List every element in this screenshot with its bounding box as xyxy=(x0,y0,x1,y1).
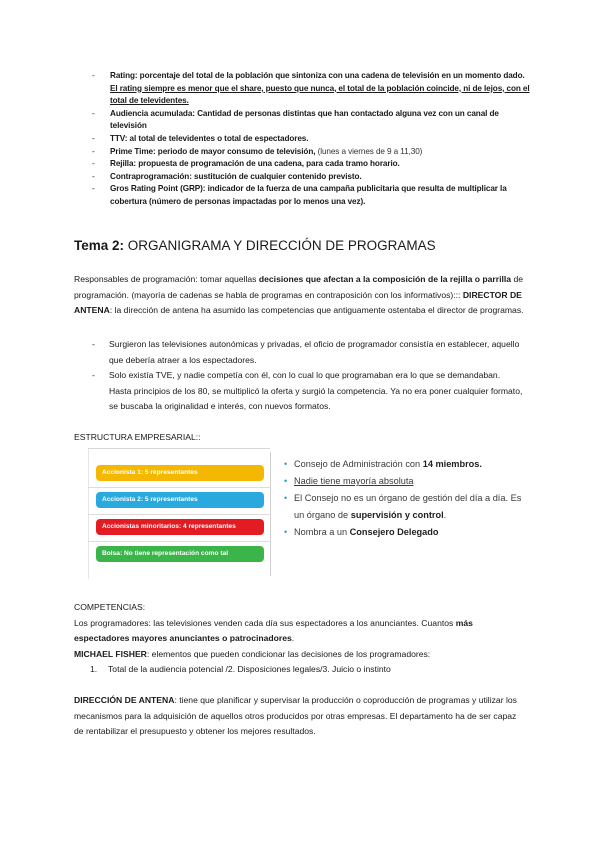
fisher-name: MICHAEL FISHER xyxy=(74,648,147,659)
fisher-line xyxy=(74,647,526,663)
row-divider xyxy=(88,514,270,515)
note-text: Nadie tiene mayoría absoluta xyxy=(294,476,414,486)
note-bold: 14 miembros. xyxy=(422,459,482,469)
intro-text: : la dirección de antena ha asumido las competencias que antiguamente ostentaba el director de programas. xyxy=(109,305,524,315)
definitions-list xyxy=(90,70,530,209)
intro-bold: decisiones que afectan a la composición de la rejilla o parrilla xyxy=(258,274,512,284)
diagram-separator xyxy=(270,452,271,576)
definition-contraprogramacion xyxy=(90,171,530,184)
term: Audiencia acumulada xyxy=(110,108,193,118)
row-divider xyxy=(88,487,270,488)
note-organo xyxy=(284,490,524,524)
ownership-diagram xyxy=(74,444,534,594)
intro-bold: DIRECTOR DE ANTENA xyxy=(74,289,522,315)
direccion-bold: DIRECCIÓN DE ANTENA xyxy=(74,695,175,705)
pill-accionista-2: Accionista 2: 5 representantes xyxy=(96,492,264,508)
direccion-text: : tiene que planificar y supervisar la producción o coproducción de programas y utilizar los mecanismos para la adquisición de aquellos otros producidos por otras empresas. El departamento ha de ser capaz de rentabilizar el presupuesto y obtener los mejores resultados. xyxy=(74,695,517,736)
item-number: 1. xyxy=(90,664,98,674)
history-list xyxy=(92,337,524,415)
section-heading xyxy=(74,238,436,253)
definition-rating xyxy=(90,70,530,108)
intro-text: Responsables de programación: tomar aquellas xyxy=(74,274,259,284)
diagram-notes xyxy=(284,456,524,541)
note-text: El Consejo no es un órgano de gestión del día a día. Es un órgano de xyxy=(294,493,522,520)
intro-paragraph xyxy=(74,272,526,319)
definition-text: : sustitución de cualquier contenido previsto. xyxy=(189,171,362,181)
heading-title: ORGANIGRAMA Y DIRECCIÓN DE PROGRAMAS xyxy=(124,238,436,253)
definition-text: : al total de televidentes o total de espectadores. xyxy=(124,133,309,143)
direccion-paragraph xyxy=(74,693,526,740)
term: Contraprogramación xyxy=(110,171,190,181)
note-consejero xyxy=(284,524,524,541)
competencias-text: Los programadores: las televisiones venden cada día sus espectadores a los anunciantes. Cuantos xyxy=(74,617,456,628)
term: Gros Rating Point (GRP) xyxy=(110,184,203,194)
definition-note: El rating siempre es menor que el share, puesto que nunca, el total de la población coincide, ni de lejos, con el total de televidentes. xyxy=(110,83,530,106)
definition-ttv xyxy=(90,133,530,146)
definition-text: : propuesta de programación de una cadena, para cada tramo horario. xyxy=(133,159,400,169)
note-text: . xyxy=(443,510,447,520)
history-item: - Surgieron las televisiones autonómicas y privadas, el oficio de programador consistía en establecer, aquello que debería atraer a los espectadores. xyxy=(92,337,524,368)
definition-rejilla xyxy=(90,158,530,171)
competencias-block xyxy=(74,600,526,662)
note-mayoria xyxy=(284,473,524,490)
note-text: Consejo de Administración con xyxy=(294,459,423,469)
definition-text: : periodo de mayor consumo de televisión, xyxy=(153,146,318,156)
fisher-item xyxy=(90,662,391,678)
pill-minoritarios: Accionistas minoritarios: 4 representantes xyxy=(96,519,264,535)
row-divider xyxy=(88,541,270,542)
pill-accionista-1: Accionista 1: 5 representantes xyxy=(96,465,264,481)
term: TTV xyxy=(110,133,125,143)
definition-prime-time xyxy=(90,146,530,159)
competencias-label: COMPETENCIAS: xyxy=(74,602,146,612)
definition-text: : porcentaje del total de la población que sintoniza con una cadena de televisión en un momento dado. xyxy=(134,71,525,80)
term: Prime Time xyxy=(110,146,153,156)
term: Rating xyxy=(110,71,135,80)
definition-text: : indicador de la fuerza de una campaña publicitaria que resulta de multiplicar la cobertura (número de personas impactadas por lo menos una vez). xyxy=(110,184,507,206)
item-text: Total de la audiencia potencial /2. Disposiciones legales/3. Juicio o instinto xyxy=(108,664,391,674)
note-bold: Consejero Delegado xyxy=(349,527,439,537)
definition-grp xyxy=(90,183,530,208)
note-bold: supervisión y control xyxy=(350,510,444,520)
intro-text: de programación. (mayoría de cadenas se habla de programas en contraposición con los informativos)::: xyxy=(74,274,524,300)
estructura-label: ESTRUCTURA EMPRESARIAL:: xyxy=(74,432,201,442)
definition-audiencia xyxy=(90,108,530,133)
definition-extra: (lunes a viernes de 9 a 11,30) xyxy=(317,146,423,156)
term: Rejilla xyxy=(110,159,134,169)
history-item: - Solo existía TVE, y nadie competía con él, con lo cual lo que programaban era lo que se demandaban. Hasta principios de los 80, se multiplicó la oferta y surgió la competencia. Ya no era poner cualquier formato, se buscaba la originalidad e interés, con nuevos formatos. xyxy=(92,368,524,415)
competencias-bold: más espectadores mayores anunciantes o patrocinadores xyxy=(74,617,473,643)
competencias-text: . xyxy=(291,633,295,643)
fisher-list xyxy=(90,662,391,678)
fisher-text: : elementos que pueden condicionar las decisiones de los programadores: xyxy=(146,648,431,659)
note-consejo xyxy=(284,456,524,473)
definition-text: : Cantidad de personas distintas que han contactado alguna vez con un canal de televisión xyxy=(110,108,499,131)
pill-bolsa: Bolsa: No tiene representación como tal xyxy=(96,546,264,562)
competencias-paragraph xyxy=(74,616,526,647)
note-text: Nombra a un xyxy=(294,527,350,537)
heading-prefix: Tema 2: xyxy=(74,238,125,253)
